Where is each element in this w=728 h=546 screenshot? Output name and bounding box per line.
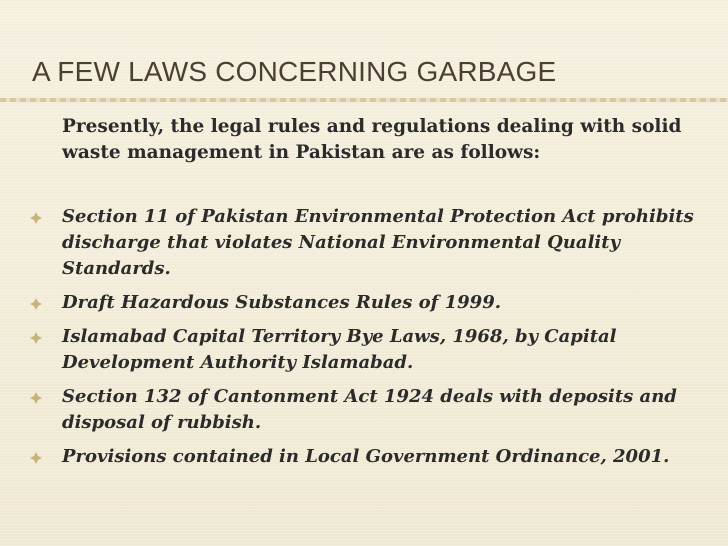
list-item-text: Section 132 of Cantonment Act 1924 deals with deposits and disposal of rubbish. — [62, 386, 677, 433]
list-item-text: Provisions contained in Local Government Ordinance, 2001. — [62, 446, 670, 467]
list-item — [28, 324, 698, 376]
title-divider — [0, 98, 728, 102]
diamond-bullet-icon — [30, 452, 42, 464]
list-item-text: Islamabad Capital Territory Bye Laws, 1968, by Capital Development Authority Islamabad. — [62, 326, 617, 373]
list-item — [28, 204, 698, 282]
list-item — [28, 444, 698, 470]
slide-title: A FEW LAWS CONCERNING GARBAGE — [32, 56, 557, 87]
diamond-bullet-icon — [30, 392, 42, 404]
list-item — [28, 290, 698, 316]
diamond-bullet-icon — [30, 332, 42, 344]
laws-list — [28, 204, 698, 478]
list-item-text: Draft Hazardous Substances Rules of 1999. — [62, 292, 501, 313]
diamond-bullet-icon — [30, 298, 42, 310]
intro-paragraph: Presently, the legal rules and regulations dealing with solid waste management in Pakistan are as follows: — [62, 116, 682, 163]
diamond-bullet-icon — [30, 212, 42, 224]
list-item-text: Section 11 of Pakistan Environmental Protection Act prohibits discharge that violates National Environmental Quality Standards. — [62, 206, 694, 279]
list-item — [28, 384, 698, 436]
